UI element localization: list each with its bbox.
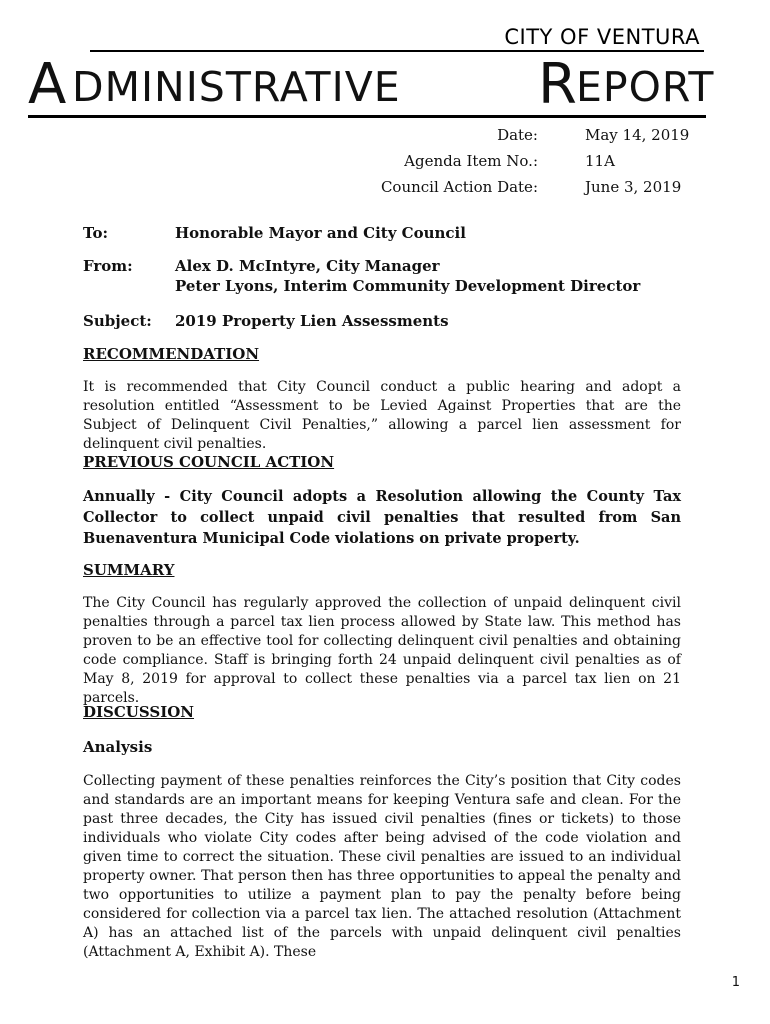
- to-label: To:: [83, 224, 108, 242]
- subject-field: [83, 312, 449, 330]
- header-rule-top: [90, 50, 704, 52]
- from-value-1: Alex D. McIntyre, City Manager: [175, 257, 440, 275]
- meta-council-value: June 3, 2019: [585, 178, 682, 196]
- previous-action-text: Annually - City Council adopts a Resolution allowing the County Tax Collector to collect unpaid civil penalties that resulted from San Buenaventura Municipal Code violations on private property.: [83, 488, 681, 547]
- previous-action-heading: PREVIOUS COUNCIL ACTION: [83, 453, 335, 471]
- city-name: CITY OF VENTURA: [504, 25, 700, 49]
- from-field: [83, 257, 641, 295]
- meta-agenda-label: Agenda Item No.:: [404, 152, 538, 170]
- from-label: From:: [83, 257, 133, 275]
- header-rule-bottom: [28, 115, 706, 118]
- meta-date-value: May 14, 2019: [585, 126, 690, 144]
- subject-label: Subject:: [83, 312, 152, 330]
- analysis-heading: Analysis: [83, 738, 153, 756]
- summary-heading: SUMMARY: [83, 561, 175, 579]
- report-banner: [28, 52, 718, 117]
- recommendation-heading: RECOMMENDATION: [83, 345, 260, 363]
- recommendation-text: It is recommended that City Council conduct a public hearing and adopt a resolution entitled “Assessment to be Levied Against Properties that are the Subject of Delinquent Civil Penalties,” allowing a parcel lien assessment for delinquent civil penalties.: [83, 379, 681, 452]
- subject-value: 2019 Property Lien Assessments: [175, 312, 449, 330]
- meta-date-label: Date:: [497, 126, 538, 144]
- banner-administrative: DMINISTRATIVE: [72, 63, 401, 111]
- meta-council-label: Council Action Date:: [380, 178, 538, 196]
- summary-text: The City Council has regularly approved the collection of unpaid delinquent civil penalties through a parcel tax lien process allowed by State law. This method has proven to be an effective tool for collecting delinquent civil penalties and obtaining code compliance. Staff is bringing forth 24 unpaid delinquent civil penalties as of May 8, 2019 for approval to collect these penalties via a parcel tax lien on 21 parcels.: [83, 595, 681, 706]
- banner-letter-a: A: [28, 52, 67, 117]
- meta-agenda-value: 11A: [585, 152, 615, 170]
- banner-eport: EPORT: [576, 63, 715, 111]
- discussion-heading: DISCUSSION: [83, 703, 195, 721]
- page-number: 1: [731, 975, 740, 990]
- banner-letter-r: R: [538, 52, 577, 117]
- to-field: [83, 224, 466, 242]
- to-value: Honorable Mayor and City Council: [175, 224, 466, 242]
- from-value-2: Peter Lyons, Interim Community Development Director: [175, 277, 641, 295]
- analysis-text: Collecting payment of these penalties reinforces the City’s position that City codes and standards are an important means for keeping Ventura safe and clean. For the past three decades, the City has issued civil penalties (fines or tickets) to those individuals who violate City codes after being advised of the code violation and given time to correct the situation. These civil penalties are issued to an individual property owner. That person then has three opportunities to appeal the penalty and two opportunities to utilize a payment plan to pay the penalty before being considered for collection via a parcel tax lien. The attached resolution (Attachment A) has an attached list of the parcels with unpaid delinquent civil penalties (Attachment A, Exhibit A). These: [83, 773, 681, 960]
